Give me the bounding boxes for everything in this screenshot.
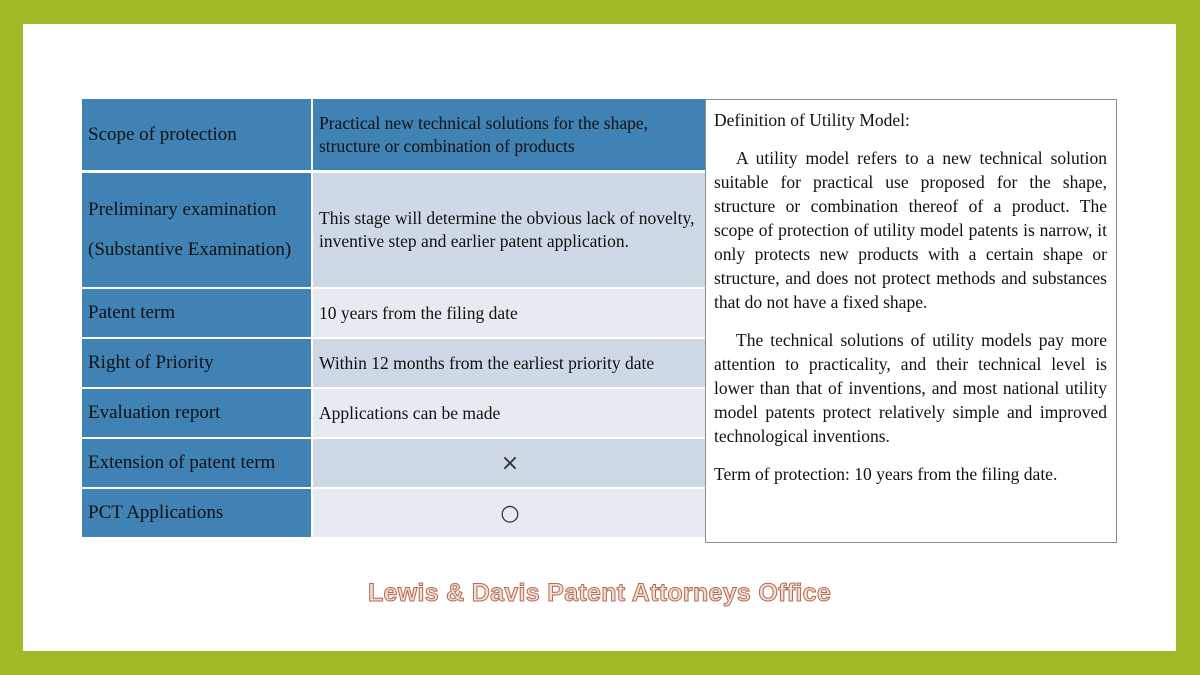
circle-mark-icon: ○ <box>500 500 520 526</box>
row-value-evaluation: Applications can be made <box>313 389 707 439</box>
row-label-examination <box>82 173 313 289</box>
table-row <box>82 289 707 339</box>
row-label-examination-line2: (Substantive Examination) <box>88 239 292 260</box>
comparison-table <box>82 99 707 539</box>
row-value-scope: Practical new technical solutions for the shape, structure or combination of products <box>313 99 707 173</box>
row-value-examination: This stage will determine the obvious lack of novelty, inventive step and earlier patent application. <box>313 173 707 289</box>
definition-paragraph-1: A utility model refers to a new technical solution suitable for practical use proposed for the shape, structure or combination thereof of a product. The scope of protection of utility model patents is narrow, it only protects new products with a certain shape or structure, and does not protect methods and substances that do not have a fixed shape. <box>714 148 1107 312</box>
row-label-priority: Right of Priority <box>82 339 313 389</box>
table-row <box>82 489 707 539</box>
row-label-scope: Scope of protection <box>82 99 313 173</box>
definition-heading: Definition of Utility Model: <box>714 110 910 130</box>
row-value-term: 10 years from the filing date <box>313 289 707 339</box>
row-value-extension <box>313 439 707 489</box>
row-label-extension: Extension of patent term <box>82 439 313 489</box>
cross-mark-icon: × <box>500 450 520 476</box>
row-value-pct <box>313 489 707 539</box>
table-row <box>82 439 707 489</box>
table-row <box>82 173 707 289</box>
table-row <box>82 389 707 439</box>
row-label-examination-line1: Preliminary examination <box>88 199 277 220</box>
slide <box>23 24 1176 651</box>
table-row <box>82 99 707 173</box>
footer-firm-name: Lewis & Davis Patent Attorneys Office <box>367 579 832 607</box>
row-label-pct: PCT Applications <box>82 489 313 539</box>
row-label-term: Patent term <box>82 289 313 339</box>
row-label-evaluation: Evaluation report <box>82 389 313 439</box>
row-value-priority: Within 12 months from the earliest priority date <box>313 339 707 389</box>
definition-paragraph-2: The technical solutions of utility models pay more attention to practicality, and their technical level is lower than that of inventions, and most national utility model patents protect relatively simple and improved technological inventions. <box>714 330 1107 446</box>
definition-paragraph-3: Term of protection: 10 years from the filing date. <box>714 464 1058 484</box>
table-row <box>82 339 707 389</box>
definition-box <box>705 99 1117 543</box>
